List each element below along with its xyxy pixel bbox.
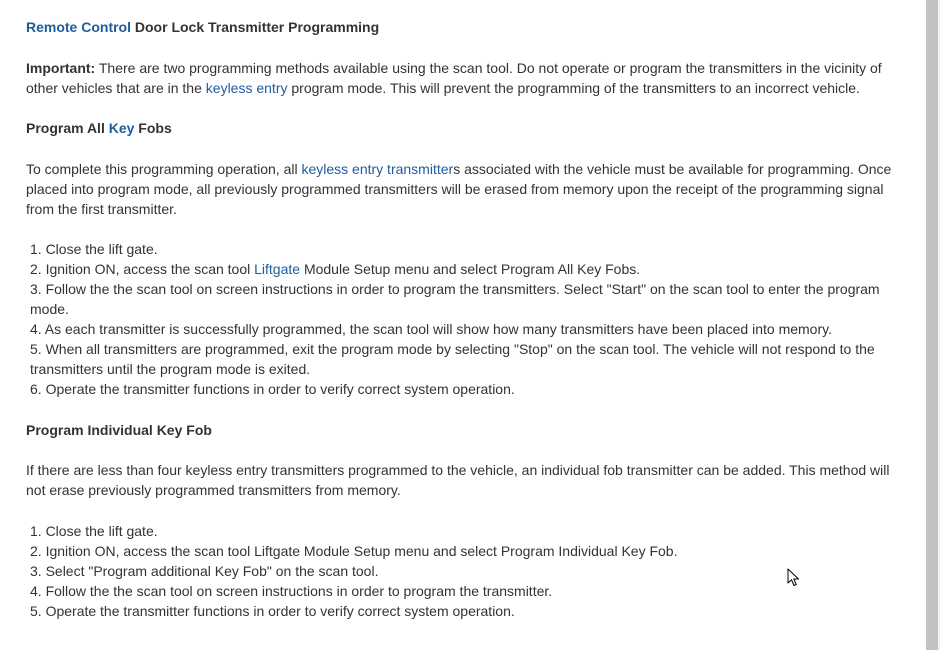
program-all-step-3: 3. Follow the the scan tool on screen instructions in order to program the transmitters. Select "Start" on the scan tool to enter the program mode.	[30, 281, 880, 317]
program-all-steps	[26, 239, 910, 399]
important-text-2: program mode. This will prevent the programming of the transmitters to an incorrect vehicle.	[287, 79, 860, 96]
section-heading-program-all-pre: Program All	[26, 120, 109, 136]
section-heading-program-all-post: Fobs	[134, 120, 172, 136]
program-individual-step-3: 3. Select "Program additional Key Fob" on the scan tool.	[30, 562, 379, 579]
program-all-step-6: 6. Operate the transmitter functions in order to verify correct system operation.	[30, 381, 515, 397]
program-all-step-2-pre: 2. Ignition ON, access the scan tool	[30, 261, 255, 277]
program-all-step-4: 4. As each transmitter is successfully programmed, the scan tool will show how many transmitters have been placed into memory.	[30, 321, 832, 337]
program-all-step-2	[26, 259, 910, 279]
program-individual-step-5: 5. Operate the transmitter functions in order to verify correct system operation.	[30, 602, 515, 619]
program-all-step-5: 5. When all transmitters are programmed, exit the program mode by selecting "Stop" on the scan tool. The vehicle will not respond to the transmitters until the program mode is exited.	[30, 341, 875, 377]
program-individual-step-1: 1. Close the lift gate.	[30, 522, 158, 539]
program-all-intro-pre: To complete this programming operation, all	[26, 160, 302, 177]
mouse-pointer-icon	[787, 568, 801, 588]
important-note	[26, 58, 910, 98]
section-heading-program-individual: Program Individual Key Fob	[26, 421, 212, 438]
section-heading-program-all	[26, 118, 910, 138]
program-all-intro	[26, 159, 910, 219]
keyless-entry-transmitter-link[interactable]: keyless entry transmitter	[301, 160, 454, 177]
document-body	[26, 17, 910, 641]
page-title-text: Door Lock Transmitter Programming	[131, 19, 380, 35]
program-individual-intro: If there are less than four keyless entry transmitters programmed to the vehicle, an individual fob transmitter can be added. This method will not erase previously programmed transmitters from memory.	[26, 462, 890, 498]
vertical-scrollbar[interactable]	[926, 0, 940, 650]
remote-control-link[interactable]: Remote Control	[26, 19, 131, 35]
liftgate-link[interactable]: Liftgate	[254, 261, 301, 277]
keyless-entry-link[interactable]: keyless entry	[205, 79, 288, 96]
important-text-1: There are two programming methods available using the scan tool. Do not operate or program the transmitters in the vicinity of other vehicles that are in the	[26, 59, 882, 96]
program-individual-step-4: 4. Follow the the scan tool on screen instructions in order to program the transmitter.	[30, 582, 553, 599]
program-individual-step-2: 2. Ignition ON, access the scan tool Liftgate Module Setup menu and select Program Individual Key Fob.	[30, 542, 678, 559]
program-all-step-2-post: Module Setup menu and select Program All Key Fobs.	[300, 261, 641, 277]
important-label: Important:	[26, 59, 96, 76]
page-title	[26, 17, 910, 37]
program-individual-steps	[26, 521, 910, 621]
scrollbar-thumb[interactable]	[926, 0, 938, 650]
program-all-intro-post: s associated with the vehicle must be available for programming. Once placed into program mode, all previously programmed transmitters will be erased from memory upon the receipt of the programming signal from the first transmitter.	[26, 160, 892, 217]
program-all-step-1: 1. Close the lift gate.	[30, 241, 158, 257]
key-link[interactable]: Key	[108, 120, 135, 136]
